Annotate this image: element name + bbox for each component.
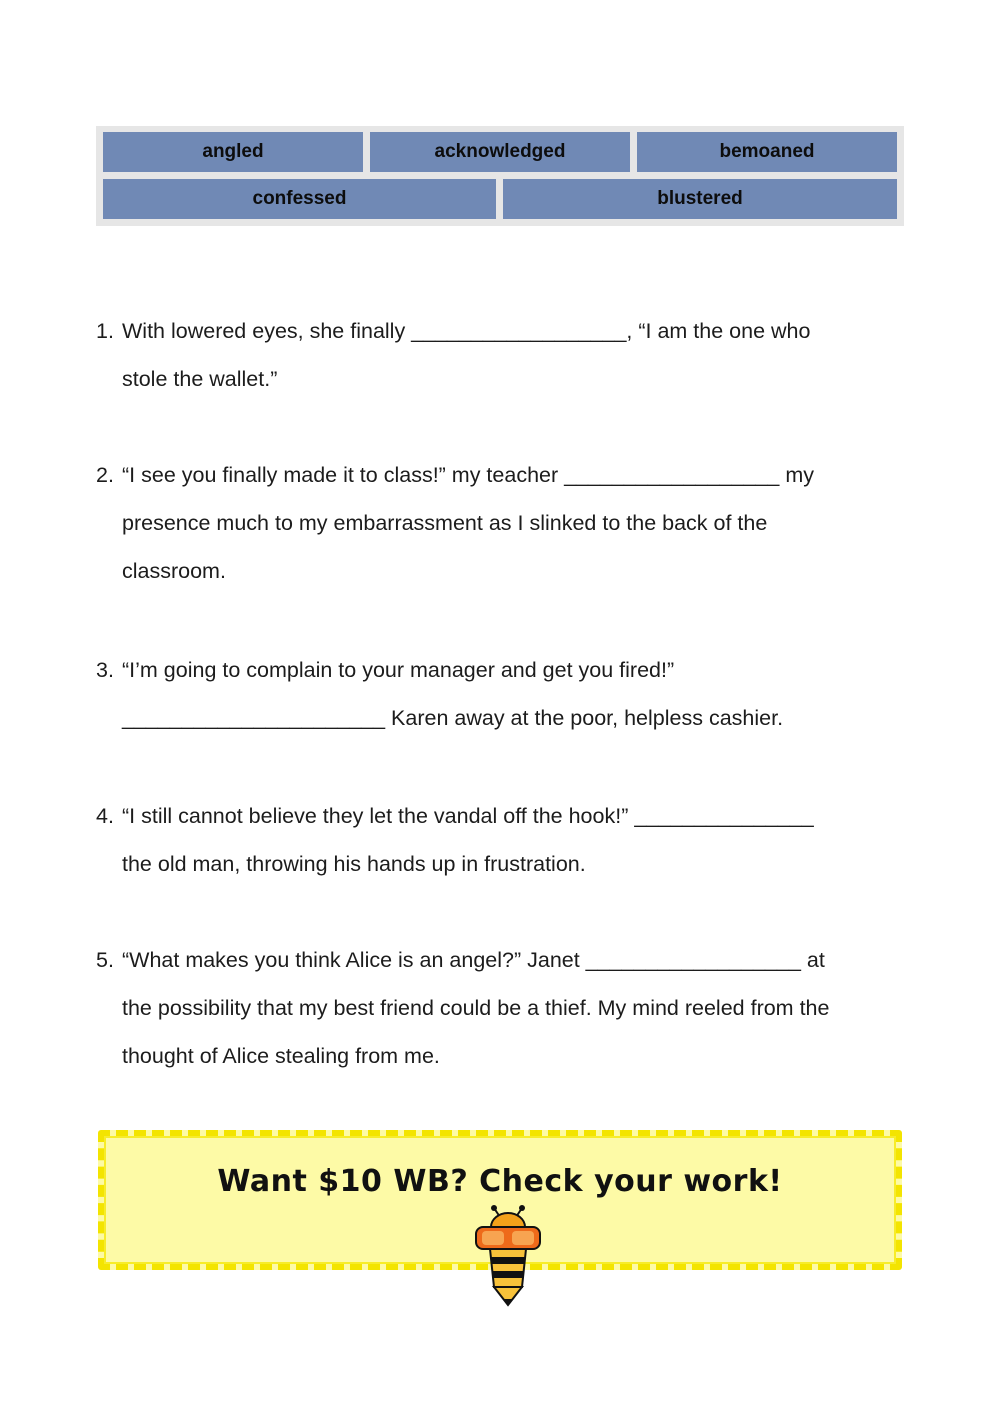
question-number: 1. bbox=[96, 319, 114, 343]
question-line: presence much to my embarrassment as I slinked to the back of the bbox=[122, 511, 768, 535]
question-line: stole the wallet.” bbox=[122, 367, 278, 391]
question-line: “I still cannot believe they let the vandal off the hook!” _______________ bbox=[122, 804, 814, 828]
question-line: “What makes you think Alice is an angel?” Janet __________________ at bbox=[122, 948, 825, 972]
question-line: “I see you finally made it to class!” my teacher __________________ my bbox=[122, 463, 814, 487]
question-number: 2. bbox=[96, 463, 114, 487]
question-line: the old man, throwing his hands up in frustration. bbox=[122, 852, 586, 876]
question-number: 5. bbox=[96, 948, 114, 972]
banner-title: Want $10 WB? Check your work! bbox=[217, 1164, 783, 1199]
question-3 bbox=[96, 646, 906, 742]
word-chip-bemoaned[interactable]: bemoaned bbox=[637, 132, 897, 172]
bee-icon[interactable] bbox=[470, 1205, 546, 1309]
question-line: “I’m going to complain to your manager and get you fired!” bbox=[122, 658, 675, 682]
word-chip-confessed[interactable]: confessed bbox=[103, 179, 496, 219]
word-chip-angled[interactable]: angled bbox=[103, 132, 363, 172]
question-line: the possibility that my best friend could be a thief. My mind reeled from the bbox=[122, 996, 830, 1020]
question-1 bbox=[96, 307, 906, 403]
question-4 bbox=[96, 792, 906, 888]
word-chip-acknowledged[interactable]: acknowledged bbox=[370, 132, 630, 172]
question-number: 3. bbox=[96, 658, 114, 682]
question-line: With lowered eyes, she finally __________________, “I am the one who bbox=[122, 319, 811, 343]
question-5 bbox=[96, 936, 906, 1080]
question-line: ______________________ Karen away at the poor, helpless cashier. bbox=[122, 706, 784, 730]
word-chip-blustered[interactable]: blustered bbox=[503, 179, 897, 219]
question-number: 4. bbox=[96, 804, 114, 828]
question-2 bbox=[96, 451, 906, 595]
question-line: classroom. bbox=[122, 559, 226, 583]
word-bank bbox=[96, 126, 904, 226]
question-line: thought of Alice stealing from me. bbox=[122, 1044, 440, 1068]
